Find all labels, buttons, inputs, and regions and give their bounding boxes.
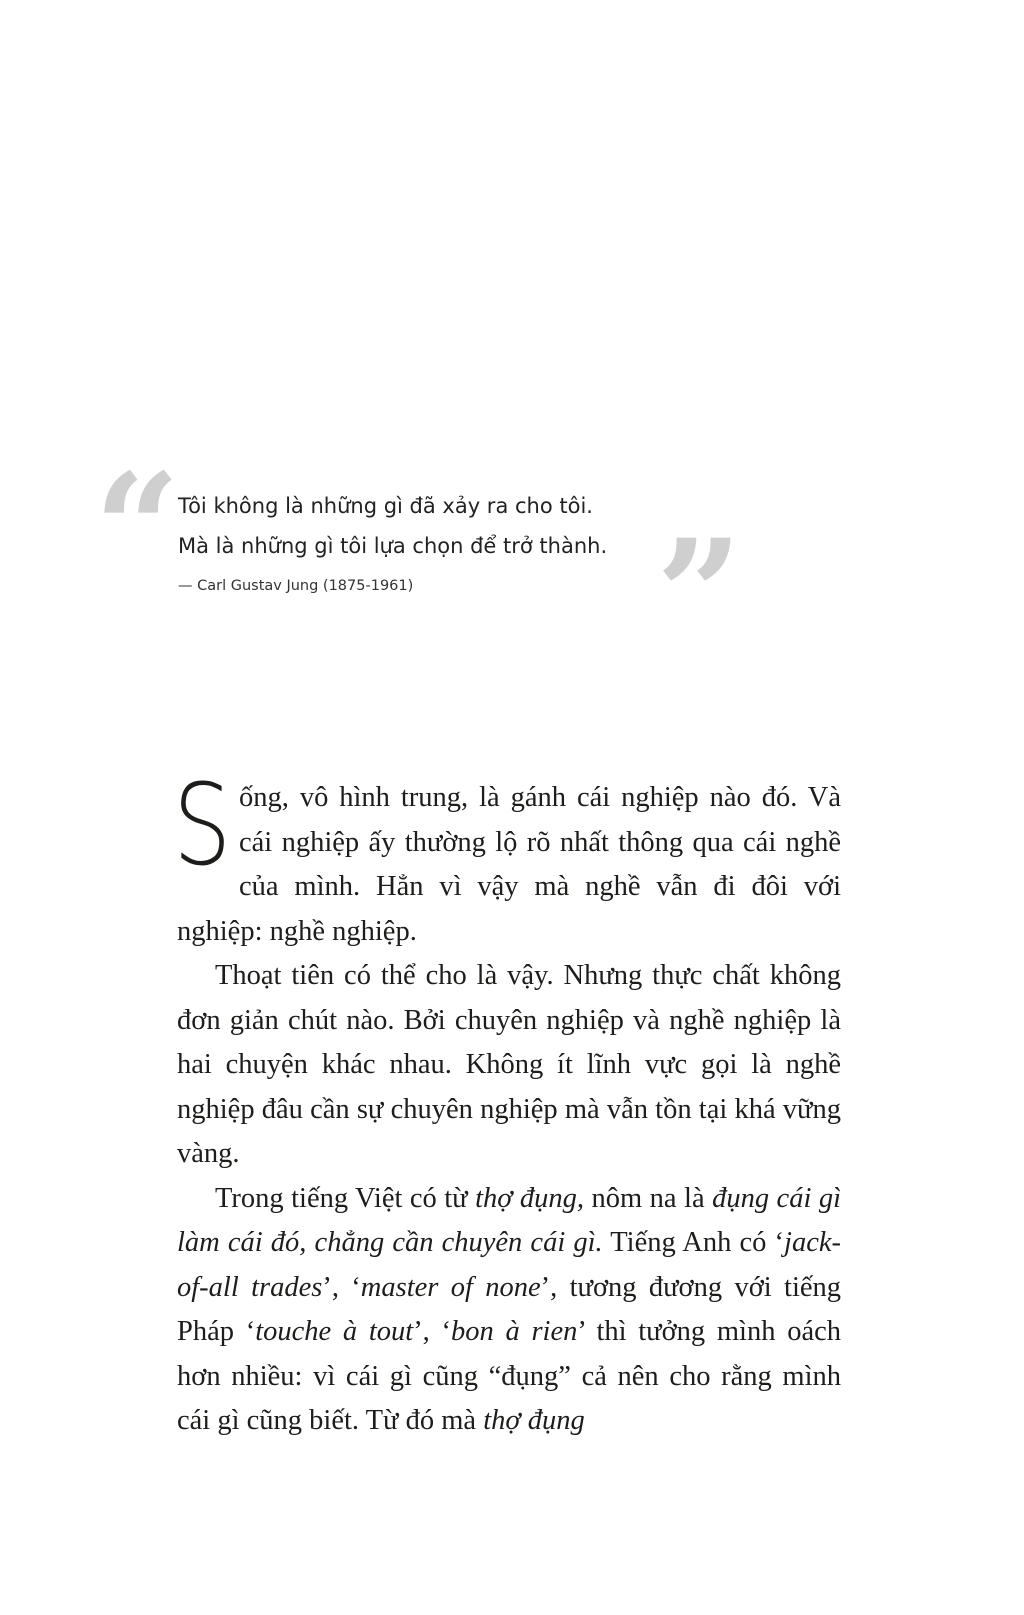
- p3-italic-7: thợ đụng: [483, 1405, 585, 1436]
- epigraph-quote: [94, 441, 743, 683]
- p3-text-6: ’, ‘: [413, 1316, 452, 1347]
- drop-cap: S: [173, 761, 232, 891]
- paragraph-1: [173, 761, 841, 954]
- p3-italic-5: touche à tout: [255, 1316, 414, 1347]
- quote-line-2: Mà là những gì tôi lựa chọn để trở thành.: [178, 534, 608, 558]
- p3-text-4: ’, ‘: [322, 1271, 361, 1303]
- p3-italic-4: master of none: [360, 1271, 541, 1303]
- p3-italic-2: đụng cái gì làm cái đó, chẳng cần chuyên cái gì.: [177, 1182, 841, 1258]
- p3-italic-1: thợ đụng,: [475, 1182, 585, 1214]
- chapter-body: [173, 761, 842, 1444]
- p3-text-7: ’ thì tưởng mình oách hơn nhiều: vì cái gì cũng “đụng” cả nên cho rằng mình cái gì cũng biết. Từ đó mà: [177, 1316, 841, 1436]
- p3-text-3: Tiếng Anh có ‘: [602, 1227, 785, 1258]
- p3-italic-6: bon à rien: [451, 1316, 578, 1347]
- paragraph-2: Thoạt tiên có thể cho là vậy. Nhưng thực chất không đơn giản chút nào. Bởi chuyên nghiệp và nghề nghiệp là hai chuyện khác nhau. Không ít lĩnh vực gọi là nghề nghiệp đâu cần sự chuyên nghiệp mà vẫn tồn tại khá vững vàng.: [177, 960, 841, 1169]
- paragraph-1-text: ống, vô hình trung, là gánh cái nghiệp nào đó. Và cái nghiệp ấy thường lộ rõ nhất thông qua cái nghề của mình. Hẳn vì vậy mà nghề vẫn đi đôi với nghiệp: nghề nghiệp.: [177, 782, 841, 947]
- quote-line-1: Tôi không là những gì đã xảy ra cho tôi.: [178, 494, 593, 518]
- p3-italic-3: jack-of-all trades: [177, 1227, 841, 1303]
- open-quote-icon: “: [94, 441, 181, 617]
- p3-text-2: nôm na là: [584, 1182, 713, 1214]
- close-quote-icon: ”: [656, 507, 743, 683]
- p3-text-1: Trong tiếng Việt có từ: [215, 1182, 476, 1214]
- paragraph-3: [177, 1177, 841, 1444]
- p3-text-5: ’, tương đương với tiếng Pháp ‘: [177, 1271, 842, 1347]
- quote-attribution: — Carl Gustav Jung (1875-1961): [178, 578, 414, 594]
